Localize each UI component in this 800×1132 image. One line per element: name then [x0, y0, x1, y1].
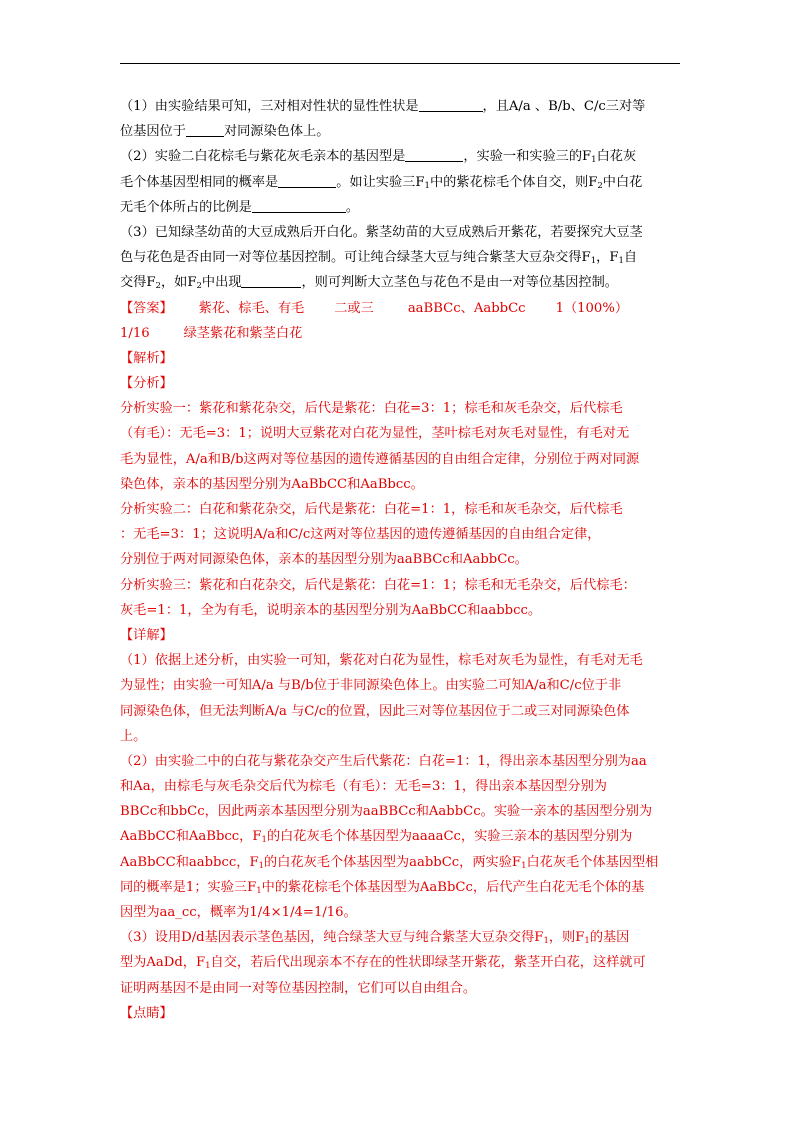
jiexi-tag: 【解析】: [120, 350, 173, 366]
fenxi-line: （有毛）：无毛=3：1；说明大豆紫花对白花为显性，茎叶棕毛对灰毛对显性，有毛对无: [120, 426, 630, 442]
q2-text: （2）实验二白花棕毛与紫花灰毛亲本的基因型是: [120, 149, 406, 165]
q2-line-3: [120, 195, 680, 220]
xiangjie-text: （3）设用D/d基因表示茎色基因，纯合绿茎大豆与纯合紫茎大豆杂交得F: [120, 930, 544, 946]
xiangjie-text: ，则F: [548, 930, 585, 946]
q2-text: 白花灰: [596, 149, 637, 165]
answer-line-1: [120, 296, 680, 321]
subscript: 2: [196, 281, 202, 292]
q2-blank-1: [405, 146, 463, 162]
xiangjie-text: 的白花灰毛个体基因型为aabbCc，两实验F: [264, 854, 522, 870]
q1-text: ，且A/a 、B/b、C/c三对等: [482, 99, 646, 114]
q2-text: 中的紫花棕毛个体自交，则F: [429, 174, 598, 190]
xiangjie-line: 为显性；由实验一可知A/a 与B/b位于非同源染色体上。由实验二可知A/a和C/c位于非: [120, 678, 622, 694]
xiangjie-line: （1）依据上述分析，由实验一可知，紫花对白花为显性，棕毛对灰毛为显性，有毛对无毛: [120, 653, 643, 669]
answer-6: 绿茎紫花和紫茎白花: [183, 325, 303, 341]
q3-text: 交得F: [120, 275, 156, 291]
answer-3: aaBBCc、AabbCc: [407, 300, 526, 316]
q2-blank-3: [252, 197, 346, 213]
fenxi-line: ：无毛=3：1；这说明A/a和C/c这两对等位基因的遗传遵循基因的自由组合定律，: [120, 527, 601, 543]
fenxi-line: 分别位于两对同源染色体，亲本的基因型分别为aaBBCc和AabbCc。: [120, 552, 528, 568]
answer-5: 1/16: [120, 325, 150, 341]
xiangjie-line: [120, 850, 680, 875]
q2-line-2: [120, 170, 680, 195]
q1-text: （1）由实验结果可知，三对相对性状的显性性状是: [120, 99, 419, 114]
q3-line-2: [120, 245, 680, 270]
xiangjie-tag: 【详解】: [120, 627, 173, 643]
xiangjie-line: [120, 950, 680, 975]
q3-blank: [241, 272, 301, 288]
header-rule: [120, 63, 680, 64]
xiangjie-line: [120, 925, 680, 950]
fenxi-line: 染色体，亲本的基因型分别为AaBbCC和AaBbcc。: [120, 476, 424, 492]
q1-line-2: [120, 119, 680, 144]
q1-blank-1: [419, 96, 483, 112]
q2-line-1: [120, 144, 680, 169]
q2-text: 中白花: [602, 174, 643, 190]
q3-line-3: [120, 270, 680, 295]
subscript: 1: [424, 180, 430, 191]
fenxi-tag: 【分析】: [120, 376, 173, 392]
answer-2: 二或三: [334, 300, 374, 316]
subscript: 1: [543, 936, 549, 947]
subscript: 1: [258, 860, 265, 871]
q2-blank-2: [278, 172, 336, 188]
fenxi-line: 分析实验三：紫花和白花杂交，后代是紫花：白花=1：1；棕毛和无毛杂交，后代棕毛：: [120, 577, 636, 593]
fenxi-line: 分析实验二：白花和紫花杂交，后代是紫花：白花=1：1，棕毛和灰毛杂交，后代棕毛: [120, 502, 623, 517]
xiangjie-line: [120, 824, 680, 849]
xiangjie-line: 和Aa，由棕毛与灰毛杂交后代为棕毛（有毛）：无毛=3：1，得出亲本基因型分别为: [120, 779, 607, 795]
xiangjie-line: 证明两基因不是由同一对等位基因控制，它们可以自由组合。: [120, 980, 477, 996]
subscript: 1: [590, 256, 597, 267]
q3-text: （3）已知绿茎幼苗的大豆成熟后开白化。紫茎幼苗的大豆成熟后开紫花，若要探究大豆茎: [120, 224, 643, 240]
xiangjie-text: AaBbCC和AaBbcc，F: [120, 829, 262, 845]
subscript: 1: [521, 860, 527, 871]
q3-text: ，则可判断大立茎色与花色不是由一对等位基因控制。: [301, 275, 618, 291]
q2-text: 。如让实验三F: [336, 174, 425, 190]
q2-text: ，实验一和实验三的F: [463, 149, 592, 165]
q3-text: ，F: [596, 250, 619, 266]
fenxi-line: 灰毛=1：1，全为有毛，说明亲本的基因型分别为AaBbCC和aabbcc。: [120, 602, 542, 618]
q1-line-1: [120, 94, 680, 119]
q3-line-1: [120, 220, 680, 245]
xiangjie-line: 同源染色体，但无法判断A/a 与C/c的位置，因此三对等位基因位于二或三对同源染色体: [120, 703, 630, 719]
fenxi-line: 毛为显性，A/a和B/b这两对等位基因的遗传遵循基因的自由组合定律，分别位于两对同源: [120, 451, 640, 467]
subscript: 1: [618, 256, 624, 267]
q3-text: 自: [623, 250, 638, 266]
answer-line-2: [120, 321, 680, 346]
answer-1: 紫花、棕毛、有毛: [198, 300, 305, 316]
q1-text: 对同源染色体上。: [223, 124, 330, 140]
dianjing-tag: 【点睛】: [120, 1005, 173, 1021]
xiangjie-text: 白花灰毛个体基因型相: [526, 854, 659, 870]
q3-text: 色与花色是否由同一对等位基因控制。可让纯合绿茎大豆与纯合紫茎大豆杂交得F: [120, 250, 591, 266]
answer-4: 1（100%）: [555, 300, 629, 316]
xiangjie-text: 同的概率是1；实验三F: [120, 879, 257, 895]
xiangjie-line: （2）由实验二中的白花与紫花杂交产生后代紫花：白花=1：1，得出亲本基因型分别为aa: [120, 753, 647, 769]
q2-text: 无毛个体所占的比例是: [120, 199, 252, 215]
q1-text: 位基因位于: [120, 124, 186, 140]
document-body: [120, 94, 680, 1026]
xiangjie-line: [120, 875, 680, 900]
q2-text: 。: [345, 199, 360, 215]
subscript: 2: [597, 180, 603, 191]
xiangjie-text: 自交，若后代出现亲本不存在的性状即绿茎开紫花，紫茎开白花，这样就可: [210, 955, 646, 971]
subscript: 1: [261, 835, 267, 846]
xiangjie-text: 中的紫花棕毛个体基因型为AaBbCc，后代产生白花无毛个体的基: [261, 879, 645, 895]
xiangjie-text: 的基因: [589, 930, 630, 946]
xiangjie-line: 上。: [120, 728, 147, 744]
q1-blank-2: [186, 121, 224, 137]
q3-text: ，如F: [160, 275, 197, 291]
xiangjie-line: 因型为aa_cc，概率为1/4×1/4=1/16。: [120, 905, 357, 920]
subscript: 2: [155, 281, 161, 292]
xiangjie-text: AaBbCC和aabbcc，F: [120, 854, 259, 870]
fenxi-line: 分析实验一：紫花和紫花杂交，后代是紫花：白花=3：1；棕毛和灰毛杂交，后代棕毛: [120, 401, 623, 417]
subscript: 1: [256, 885, 262, 896]
xiangjie-text: 的白花灰毛个体基因型为aaaaCc，实验三亲本的基因型分别为: [266, 829, 633, 845]
xiangjie-line: BBCc和bbCc，因此两亲本基因型分别为aaBBCc和AabbCc。实验一亲本的基因型分别为: [120, 804, 653, 820]
xiangjie-text: 型为AaDd，F: [120, 955, 206, 971]
subscript: 1: [591, 155, 597, 166]
subscript: 1: [584, 936, 590, 947]
q3-text: 中出现: [201, 275, 242, 291]
subscript: 1: [205, 961, 211, 972]
q2-text: 毛个体基因型相同的概率是: [120, 174, 279, 190]
answer-tag: 【答案】: [120, 300, 173, 316]
